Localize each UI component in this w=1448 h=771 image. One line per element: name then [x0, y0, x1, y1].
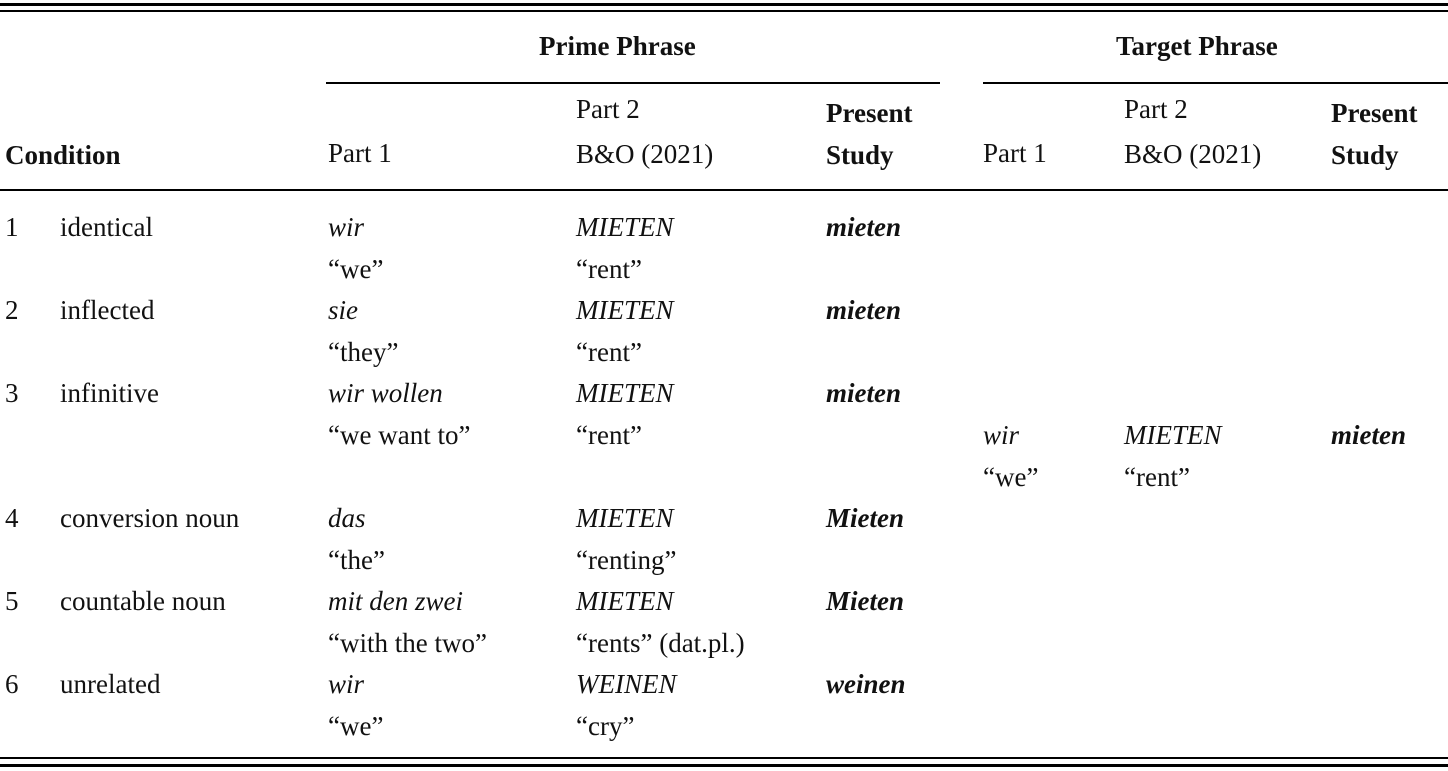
prime-part1-header: Part 1 [328, 138, 392, 168]
target-present-header-study: Study [1331, 140, 1399, 170]
top-rule-outer [0, 3, 1448, 6]
prime-present-word: Mieten [826, 586, 904, 616]
prime-present-header: Present [826, 98, 913, 128]
prime-part2-gloss: “cry” [576, 711, 635, 741]
prime-part2-word: MIETEN [576, 212, 674, 242]
row-number: 4 [5, 503, 19, 533]
prime-part1-word: das [328, 503, 366, 533]
target-part2-gloss: “rent” [1124, 462, 1190, 492]
row-number: 5 [5, 586, 19, 616]
prime-part2-word: WEINEN [576, 669, 677, 699]
prime-part2-gloss: “rents” (dat.pl.) [576, 628, 745, 658]
prime-part1-word: wir [328, 669, 365, 699]
prime-group-underline [326, 82, 940, 84]
target-group-underline [983, 82, 1448, 84]
header-rule [0, 189, 1448, 191]
prime-present-word: mieten [826, 295, 901, 325]
condition-label: conversion noun [60, 503, 240, 533]
prime-part2-word: MIETEN [576, 295, 674, 325]
top-rule-inner [0, 10, 1448, 12]
prime-part2-word: MIETEN [576, 586, 674, 616]
bottom-rule-inner [0, 757, 1448, 759]
target-present-header: Present [1331, 98, 1418, 128]
prime-part1-gloss: “we want to” [328, 420, 471, 450]
prime-present-word: Mieten [826, 503, 904, 533]
row-number: 6 [5, 669, 19, 699]
target-part1-gloss: “we” [983, 462, 1039, 492]
row-number: 1 [5, 212, 19, 242]
row-number: 2 [5, 295, 19, 325]
condition-column-header: Condition [5, 140, 121, 170]
prime-part1-gloss: “we” [328, 254, 384, 284]
target-phrase-header: Target Phrase [1116, 31, 1278, 61]
prime-part1-gloss: “the” [328, 545, 385, 575]
prime-part2-gloss: “rent” [576, 337, 642, 367]
prime-part2-word: MIETEN [576, 503, 674, 533]
bottom-rule-outer [0, 764, 1448, 767]
condition-label: inflected [60, 295, 155, 325]
prime-present-word: mieten [826, 212, 901, 242]
target-present-word: mieten [1331, 420, 1406, 450]
prime-part2-gloss: “rent” [576, 420, 642, 450]
prime-part2-word: MIETEN [576, 378, 674, 408]
prime-part1-word: mit den zwei [328, 586, 463, 616]
condition-label: countable noun [60, 586, 226, 616]
prime-part2-header: Part 2 [576, 94, 640, 124]
prime-part1-word: wir wollen [328, 378, 443, 408]
prime-present-word: weinen [826, 669, 906, 699]
prime-part1-gloss: “they” [328, 337, 399, 367]
prime-part1-word: sie [328, 295, 358, 325]
prime-part2-gloss: “renting” [576, 545, 677, 575]
prime-part1-gloss: “we” [328, 711, 384, 741]
prime-present-word: mieten [826, 378, 901, 408]
row-number: 3 [5, 378, 19, 408]
prime-phrase-header: Prime Phrase [539, 31, 696, 61]
prime-part1-word: wir [328, 212, 365, 242]
prime-part2-source: B&O (2021) [576, 139, 714, 169]
condition-label: infinitive [60, 378, 159, 408]
condition-label: identical [60, 212, 153, 242]
target-part2-word: MIETEN [1124, 420, 1222, 450]
target-part1-word: wir [983, 420, 1020, 450]
prime-part2-gloss: “rent” [576, 254, 642, 284]
target-part2-source: B&O (2021) [1124, 139, 1262, 169]
prime-part1-gloss: “with the two” [328, 628, 487, 658]
target-part2-header: Part 2 [1124, 94, 1188, 124]
target-part1-header: Part 1 [983, 138, 1047, 168]
prime-present-header-study: Study [826, 140, 894, 170]
condition-label: unrelated [60, 669, 161, 699]
